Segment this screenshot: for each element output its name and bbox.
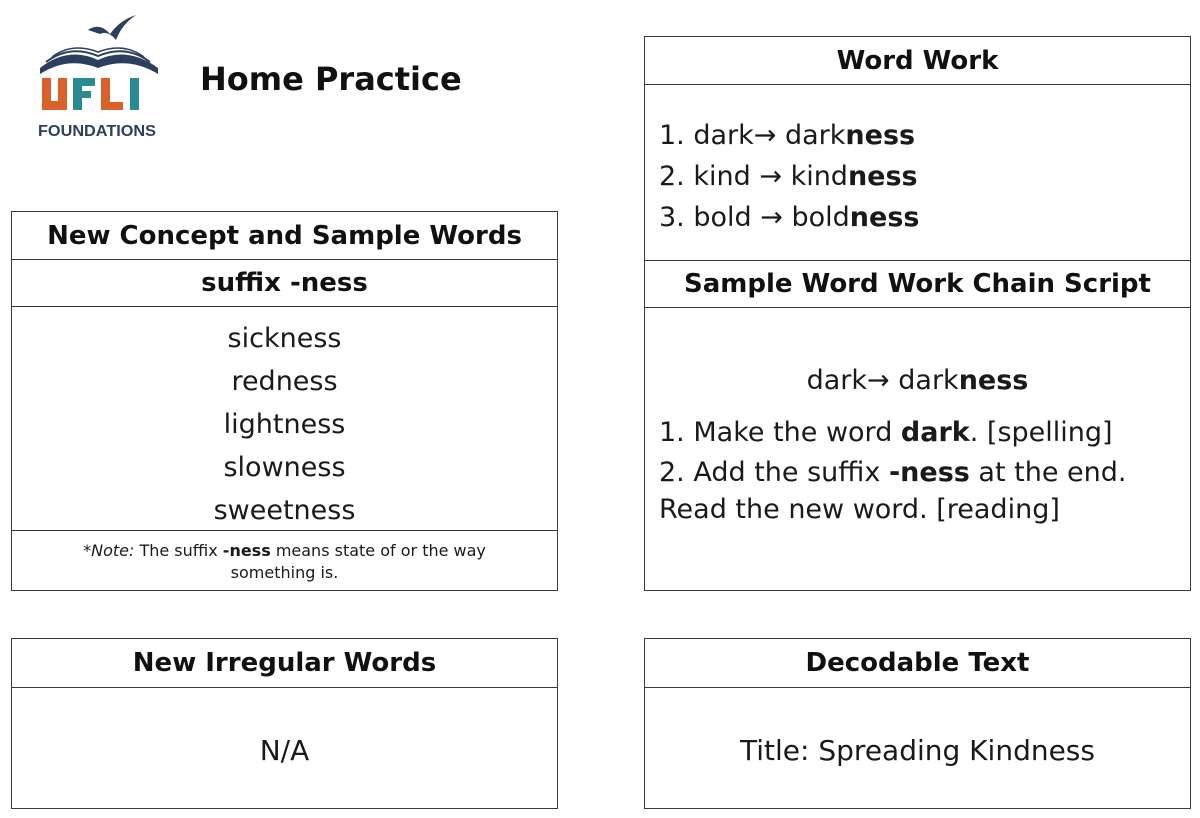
concept-subheading: suffix -ness xyxy=(12,260,557,307)
word-work-item: 3. bold → boldness xyxy=(659,202,920,233)
note-text-after: means state of or the way something is. xyxy=(230,541,486,582)
word-work-list xyxy=(645,85,1190,260)
note-prefix: *Note: xyxy=(83,541,135,560)
note-bold-suffix: -ness xyxy=(222,541,271,560)
concept-box xyxy=(11,211,558,591)
sample-word: redness xyxy=(231,366,338,397)
decodable-text-box xyxy=(644,638,1191,809)
sample-word-list xyxy=(12,307,557,532)
decodable-heading: Decodable Text xyxy=(645,639,1190,688)
logo-subtitle: FOUNDATIONS xyxy=(38,123,157,140)
word-work-item: 1. dark→ darkness xyxy=(659,120,916,151)
irregular-heading: New Irregular Words xyxy=(12,639,557,688)
word-work-item: 2. kind → kindness xyxy=(659,161,918,192)
irregular-value: N/A xyxy=(259,734,310,767)
concept-heading: New Concept and Sample Words xyxy=(12,212,557,260)
ufli-logo xyxy=(38,12,163,142)
chain-step-2-line2: Read the new word. [reading] xyxy=(659,494,1060,525)
decodable-title-value: Spreading Kindness xyxy=(818,734,1095,767)
page-title: Home Practice xyxy=(200,60,462,98)
chain-main-word: dark→ darkness xyxy=(806,365,1029,396)
word-work-heading: Word Work xyxy=(645,37,1190,85)
chain-step-1: 1. Make the word dark. [spelling] xyxy=(659,417,1113,448)
sample-word: sickness xyxy=(227,323,342,354)
sample-word: sweetness xyxy=(213,495,356,526)
chain-script-heading: Sample Word Work Chain Script xyxy=(645,260,1190,308)
word-work-box xyxy=(644,36,1191,591)
sample-word: lightness xyxy=(223,409,346,440)
sample-word: slowness xyxy=(223,452,346,483)
decodable-title-label: Title: xyxy=(740,734,810,767)
chain-step-2: 2. Add the suffix -ness at the end. xyxy=(659,457,1127,488)
chain-steps xyxy=(645,396,1190,528)
irregular-words-box xyxy=(11,638,558,809)
decodable-title xyxy=(645,734,1190,767)
concept-note xyxy=(12,530,557,590)
note-text-before: The suffix xyxy=(134,541,223,560)
